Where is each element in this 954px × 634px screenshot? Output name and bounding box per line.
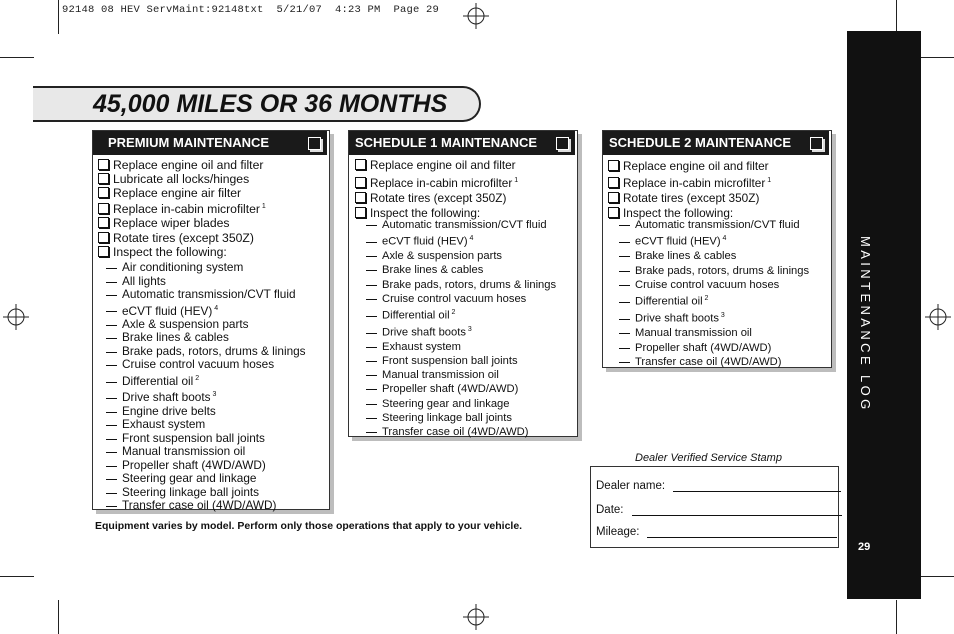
inspect-item	[106, 331, 306, 345]
item-label: Propeller shaft (4WD/AWD)	[122, 457, 266, 472]
blank-line[interactable]	[619, 348, 630, 349]
field-line	[632, 503, 842, 516]
inspect-item	[106, 499, 306, 513]
checklist-item	[355, 173, 518, 191]
item-label: Automatic transmission/CVT fluid	[122, 287, 296, 301]
item-label: Air conditioning system	[122, 260, 244, 274]
checkbox-icon[interactable]	[355, 177, 366, 188]
item-label: Replace in-cabin microfilter	[113, 202, 260, 217]
field-line	[647, 525, 837, 538]
item-label: Replace wiper blades	[113, 216, 230, 231]
mileage-field[interactable]	[596, 525, 837, 538]
dealer-name-field[interactable]	[596, 479, 841, 492]
footnote-marker: 3	[718, 312, 725, 320]
premium-checklist	[98, 158, 266, 259]
checklist-item	[608, 191, 771, 206]
item-label: All lights	[122, 273, 166, 288]
checkbox-icon[interactable]	[98, 159, 109, 170]
blank-line[interactable]	[106, 425, 117, 426]
item-label: Inspect the following:	[370, 205, 481, 220]
inspect-item	[106, 302, 306, 318]
inspect-item	[106, 486, 306, 500]
item-label: Drive shaft boots	[382, 326, 466, 339]
checklist-item	[98, 216, 266, 230]
inspect-item	[619, 232, 809, 249]
inspect-item	[106, 261, 306, 275]
checkbox-icon[interactable]	[98, 217, 109, 228]
footnote-marker: 3	[465, 325, 472, 333]
inspect-item	[106, 345, 306, 359]
inspect-item	[366, 292, 556, 306]
checkbox-icon[interactable]	[98, 246, 109, 257]
checklist-item	[355, 191, 518, 206]
checklist-item	[608, 159, 771, 174]
crop-mark	[0, 57, 34, 58]
item-label: Propeller shaft (4WD/AWD)	[382, 383, 519, 396]
inspect-item	[366, 323, 556, 340]
blank-line[interactable]	[106, 382, 117, 383]
item-label: Front suspension ball joints	[122, 430, 265, 445]
schedule-1-checklist	[355, 158, 518, 221]
registration-mark-icon	[463, 3, 489, 29]
inspect-item	[106, 472, 306, 486]
item-label: Inspect the following:	[113, 244, 227, 259]
schedule-2-checklist	[608, 159, 771, 221]
checkbox-icon[interactable]	[608, 192, 619, 203]
crop-mark	[920, 57, 954, 58]
blank-line[interactable]	[619, 242, 630, 243]
section-tab-label: MAINTENANCE LOG	[858, 236, 873, 413]
item-label: Brake pads, rotors, drums & linings	[122, 343, 306, 358]
blank-line[interactable]	[106, 493, 117, 494]
inspect-item	[366, 411, 556, 425]
inspect-item	[366, 397, 556, 411]
footnote-marker: 4	[212, 304, 219, 312]
blank-line[interactable]	[106, 398, 117, 399]
item-label: Axle & suspension parts	[382, 250, 503, 263]
checkbox-icon[interactable]	[608, 177, 619, 188]
blank-line[interactable]	[106, 325, 117, 326]
item-label: Cruise control vacuum hoses	[122, 357, 275, 372]
blank-line[interactable]	[106, 365, 117, 366]
crop-mark	[896, 0, 897, 34]
crop-mark	[58, 600, 59, 634]
inspect-item	[366, 425, 556, 439]
item-label: Brake lines & cables	[635, 250, 737, 263]
blank-line[interactable]	[106, 352, 117, 353]
blank-line[interactable]	[366, 375, 377, 376]
blank-line[interactable]	[619, 362, 630, 363]
stamp-caption: Dealer Verified Service Stamp	[635, 452, 782, 464]
inspect-item	[106, 275, 306, 289]
page-number: 29	[858, 541, 871, 553]
inspect-item	[106, 318, 306, 332]
blank-line[interactable]	[366, 242, 377, 243]
item-label: Automatic transmission/CVT fluid	[382, 219, 547, 231]
inspect-item	[366, 306, 556, 323]
crop-mark	[920, 576, 954, 577]
page-title: 45,000 MILES OR 36 MONTHS	[93, 90, 448, 118]
inspect-item	[366, 263, 556, 277]
item-label: Differential oil	[122, 373, 194, 388]
blank-line[interactable]	[619, 225, 630, 226]
heading-label: SCHEDULE 1 MAINTENANCE	[355, 135, 538, 150]
inspect-item	[106, 459, 306, 473]
inspect-item	[106, 445, 306, 459]
item-label: Differential oil	[382, 309, 450, 322]
checkbox-icon[interactable]	[608, 207, 619, 218]
field-label: Dealer name:	[596, 480, 666, 492]
blank-line[interactable]	[366, 270, 377, 271]
blank-line[interactable]	[366, 389, 377, 390]
field-label: Mileage:	[596, 526, 640, 538]
item-label: Brake lines & cables	[122, 330, 229, 345]
blank-line[interactable]	[106, 479, 117, 480]
item-label: Exhaust system	[382, 340, 461, 353]
checkbox-icon	[308, 137, 321, 150]
registration-mark-icon	[463, 604, 489, 630]
item-label: Replace in-cabin microfilter	[370, 175, 513, 190]
premium-maintenance-heading	[93, 131, 327, 155]
checkbox-icon	[810, 137, 823, 150]
checkbox-icon[interactable]	[355, 192, 366, 203]
item-label: Steering gear and linkage	[122, 471, 257, 486]
checklist-item	[98, 186, 266, 200]
item-label: Transfer case oil (4WD/AWD)	[382, 426, 529, 439]
item-label: Steering gear and linkage	[382, 397, 510, 410]
checklist-item	[98, 158, 266, 172]
heading-label: PREMIUM MAINTENANCE	[108, 135, 270, 150]
item-label: Brake lines & cables	[382, 264, 484, 277]
blank-line[interactable]	[366, 347, 377, 348]
item-label: Manual transmission oil	[122, 444, 246, 459]
checklist-item	[608, 174, 771, 191]
blank-line[interactable]	[106, 282, 117, 283]
inspect-item	[619, 355, 809, 369]
inspect-item	[366, 218, 556, 232]
checkbox-icon[interactable]	[355, 207, 366, 218]
blank-line[interactable]	[366, 299, 377, 300]
checklist-item	[355, 158, 518, 173]
checkbox-icon[interactable]	[98, 187, 109, 198]
schedule-2-inspect-list	[619, 218, 809, 369]
blank-line[interactable]	[619, 285, 630, 286]
inspect-item	[366, 354, 556, 368]
item-label: Rotate tires (except 350Z)	[623, 190, 760, 205]
inspect-item	[106, 358, 306, 372]
blank-line[interactable]	[106, 311, 117, 312]
crop-mark	[58, 0, 59, 34]
registration-mark-icon	[925, 304, 951, 330]
footnote-marker: 3	[210, 391, 217, 399]
checkbox-icon[interactable]	[98, 232, 109, 243]
blank-line[interactable]	[619, 333, 630, 334]
checkbox-icon	[556, 137, 569, 150]
item-label: Drive shaft boots	[122, 390, 211, 405]
blank-line[interactable]	[106, 295, 117, 296]
item-label: Rotate tires (except 350Z)	[113, 230, 254, 245]
inspect-item	[619, 309, 809, 326]
item-label: Propeller shaft (4WD/AWD)	[635, 341, 772, 354]
inspect-item	[366, 232, 556, 249]
date-field[interactable]	[596, 503, 842, 516]
item-label: eCVT fluid (HEV)	[382, 235, 468, 248]
inspect-item	[366, 278, 556, 292]
crop-mark	[896, 600, 897, 634]
item-label: Transfer case oil (4WD/AWD)	[635, 355, 782, 368]
blank-line[interactable]	[106, 338, 117, 339]
blank-line[interactable]	[366, 316, 377, 317]
checkbox-icon[interactable]	[355, 159, 366, 170]
premium-inspect-list	[106, 261, 306, 513]
item-label: Brake pads, rotors, drums & linings	[382, 278, 557, 291]
item-label: Transfer case oil (4WD/AWD)	[122, 498, 277, 513]
item-label: Axle & suspension parts	[122, 316, 249, 331]
inspect-item	[619, 341, 809, 355]
field-label: Date:	[596, 504, 624, 516]
item-label: Replace engine oil and filter	[370, 158, 516, 172]
checkbox-icon[interactable]	[98, 173, 109, 184]
blank-line[interactable]	[106, 506, 117, 507]
item-label: eCVT fluid (HEV)	[122, 303, 213, 318]
item-label: Differential oil	[635, 295, 703, 308]
item-label: Brake pads, rotors, drums & linings	[635, 264, 810, 277]
footnote-marker: 2	[449, 308, 456, 316]
blank-line[interactable]	[106, 412, 117, 413]
checkbox-icon[interactable]	[98, 203, 109, 214]
blank-line[interactable]	[366, 418, 377, 419]
blank-line[interactable]	[366, 333, 377, 334]
footnote-marker: 1	[765, 176, 772, 184]
checkbox-icon[interactable]	[608, 160, 619, 171]
equipment-note: Equipment varies by model. Perform only those operations that apply to your vehicle.	[95, 520, 523, 532]
blank-line[interactable]	[106, 439, 117, 440]
crop-mark	[0, 576, 34, 577]
blank-line[interactable]	[366, 256, 377, 257]
schedule-1-inspect-list	[366, 218, 556, 439]
checklist-item	[98, 245, 266, 259]
item-label: Steering linkage ball joints	[382, 411, 512, 424]
item-label: eCVT fluid (HEV)	[635, 236, 721, 249]
inspect-item	[106, 405, 306, 419]
checklist-item	[98, 172, 266, 186]
footnote-marker: 1	[512, 177, 519, 184]
blank-line[interactable]	[619, 319, 630, 320]
item-label: Steering linkage ball joints	[122, 484, 260, 499]
blank-line[interactable]	[619, 302, 630, 303]
blank-line[interactable]	[106, 466, 117, 467]
schedule-2-heading	[603, 131, 829, 155]
item-label: Inspect the following:	[623, 205, 734, 220]
inspect-item	[619, 292, 809, 309]
inspect-item	[106, 288, 306, 302]
item-label: Cruise control vacuum hoses	[382, 292, 527, 305]
footnote-marker: 4	[720, 235, 727, 243]
inspect-item	[106, 388, 306, 404]
schedule-1-heading	[349, 131, 575, 155]
item-label: Rotate tires (except 350Z)	[370, 190, 507, 205]
inspect-item	[106, 418, 306, 432]
footnote-marker: 1	[259, 203, 266, 211]
checklist-item	[98, 231, 266, 245]
blank-line[interactable]	[106, 452, 117, 453]
item-label: Engine drive belts	[122, 403, 216, 418]
item-label: Replace in-cabin microfilter	[623, 175, 766, 190]
registration-mark-icon	[3, 304, 29, 330]
inspect-item	[106, 432, 306, 446]
item-label: Drive shaft boots	[635, 312, 719, 325]
inspect-item	[366, 368, 556, 382]
inspect-item	[619, 218, 809, 232]
inspect-item	[106, 372, 306, 388]
inspect-item	[619, 264, 809, 278]
blank-line[interactable]	[366, 404, 377, 405]
checklist-item	[98, 200, 266, 216]
item-label: Replace engine oil and filter	[113, 158, 264, 172]
heading-label: SCHEDULE 2 MAINTENANCE	[609, 135, 792, 150]
inspect-item	[619, 326, 809, 340]
blank-line[interactable]	[619, 256, 630, 257]
field-line	[673, 479, 841, 492]
blank-line[interactable]	[366, 361, 377, 362]
item-label: Exhaust system	[122, 417, 206, 432]
footnote-marker: 2	[193, 374, 200, 382]
blank-line[interactable]	[106, 268, 117, 269]
inspect-item	[366, 249, 556, 263]
blank-line[interactable]	[366, 432, 377, 433]
dealer-stamp-box	[590, 466, 839, 548]
item-label: Replace engine oil and filter	[623, 159, 769, 173]
blank-line[interactable]	[366, 285, 377, 286]
item-label: Automatic transmission/CVT fluid	[635, 219, 800, 231]
blank-line[interactable]	[619, 271, 630, 272]
item-label: Cruise control vacuum hoses	[635, 278, 780, 291]
footnote-marker: 2	[702, 295, 709, 303]
item-label: Replace engine air filter	[113, 186, 242, 201]
print-slug: 92148 08 HEV ServMaint:92148txt 5/21/07 4:23 PM Page 29	[62, 4, 440, 16]
item-label: Manual transmission oil	[635, 327, 752, 340]
item-label: Manual transmission oil	[382, 369, 499, 382]
inspect-item	[366, 340, 556, 354]
item-label: Front suspension ball joints	[382, 355, 518, 368]
footnote-marker: 4	[467, 235, 474, 243]
item-label: Lubricate all locks/hinges	[113, 172, 250, 187]
blank-line[interactable]	[366, 225, 377, 226]
inspect-item	[619, 278, 809, 292]
inspect-item	[366, 382, 556, 396]
inspect-item	[619, 249, 809, 263]
